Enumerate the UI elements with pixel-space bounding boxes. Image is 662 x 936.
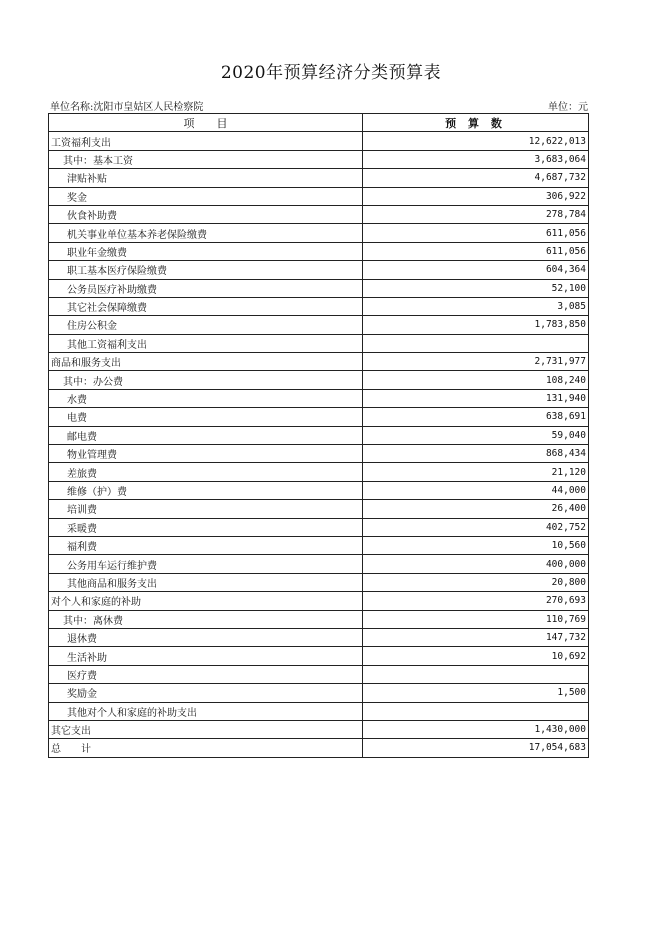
table-row (49, 169, 589, 187)
table-row (49, 739, 589, 757)
row-label: 其他工资福利支出 (49, 334, 363, 352)
row-value: 270,693 (363, 592, 589, 610)
table-row (49, 187, 589, 205)
table-row (49, 261, 589, 279)
table-row (49, 426, 589, 444)
row-value: 10,692 (363, 647, 589, 665)
budget-table (48, 113, 589, 758)
table-row (49, 205, 589, 223)
row-label: 其他商品和服务支出 (49, 573, 363, 591)
row-value: 131,940 (363, 389, 589, 407)
row-value: 10,560 (363, 536, 589, 554)
table-row (49, 610, 589, 628)
row-value: 306,922 (363, 187, 589, 205)
table-row (49, 500, 589, 518)
row-label: 物业管理费 (49, 445, 363, 463)
row-label: 公务用车运行维护费 (49, 555, 363, 573)
table-row (49, 334, 589, 352)
table-row (49, 316, 589, 334)
row-value: 402,752 (363, 518, 589, 536)
row-label: 津贴补贴 (49, 169, 363, 187)
table-row (49, 573, 589, 591)
row-label: 邮电费 (49, 426, 363, 444)
row-value: 2,731,977 (363, 353, 589, 371)
row-value (363, 334, 589, 352)
table-row (49, 665, 589, 683)
table-row (49, 224, 589, 242)
row-value: 147,732 (363, 628, 589, 646)
row-label: 住房公积金 (49, 316, 363, 334)
currency-unit-label: 单位：元 (548, 102, 588, 113)
table-row (49, 647, 589, 665)
row-value: 59,040 (363, 426, 589, 444)
row-label: 电费 (49, 408, 363, 426)
row-label: 其中：办公费 (49, 371, 363, 389)
row-label: 维修（护）费 (49, 481, 363, 499)
row-label: 总 计 (49, 739, 363, 757)
row-label: 差旅费 (49, 463, 363, 481)
row-value: 12,622,013 (363, 132, 589, 150)
table-row (49, 150, 589, 168)
row-value: 21,120 (363, 463, 589, 481)
table-row (49, 408, 589, 426)
row-value: 26,400 (363, 500, 589, 518)
page-title: 2020年预算经济分类预算表 (220, 63, 442, 83)
unit-line (50, 98, 588, 112)
header-value: 预 算 数 (363, 114, 589, 132)
table-row (49, 279, 589, 297)
row-value: 108,240 (363, 371, 589, 389)
table-row (49, 720, 589, 738)
row-value: 20,800 (363, 573, 589, 591)
table-row (49, 518, 589, 536)
table-row (49, 132, 589, 150)
row-value: 1,500 (363, 684, 589, 702)
row-label: 对个人和家庭的补助 (49, 592, 363, 610)
table-row (49, 555, 589, 573)
row-label: 职业年金缴费 (49, 242, 363, 260)
row-value: 52,100 (363, 279, 589, 297)
table-row (49, 353, 589, 371)
table-row (49, 242, 589, 260)
row-label: 商品和服务支出 (49, 353, 363, 371)
row-label: 其中：基本工资 (49, 150, 363, 168)
row-label: 公务员医疗补助缴费 (49, 279, 363, 297)
row-label: 工资福利支出 (49, 132, 363, 150)
table-row (49, 628, 589, 646)
row-value: 1,430,000 (363, 720, 589, 738)
row-value: 110,769 (363, 610, 589, 628)
row-label: 机关事业单位基本养老保险缴费 (49, 224, 363, 242)
row-value: 3,085 (363, 297, 589, 315)
row-label: 采暖费 (49, 518, 363, 536)
row-value: 3,683,064 (363, 150, 589, 168)
row-label: 培训费 (49, 500, 363, 518)
row-label: 其它社会保障缴费 (49, 297, 363, 315)
row-value: 638,691 (363, 408, 589, 426)
row-value (363, 702, 589, 720)
table-row (49, 481, 589, 499)
row-label: 伙食补助费 (49, 205, 363, 223)
row-label: 奖金 (49, 187, 363, 205)
row-value: 868,434 (363, 445, 589, 463)
row-label: 奖励金 (49, 684, 363, 702)
row-label: 其它支出 (49, 720, 363, 738)
row-label: 福利费 (49, 536, 363, 554)
row-value: 4,687,732 (363, 169, 589, 187)
table-body (49, 132, 589, 757)
row-value: 611,056 (363, 242, 589, 260)
row-value: 17,054,683 (363, 739, 589, 757)
row-value: 604,364 (363, 261, 589, 279)
row-label: 医疗费 (49, 665, 363, 683)
header-item: 项 目 (49, 114, 363, 132)
row-value: 611,056 (363, 224, 589, 242)
row-label: 水费 (49, 389, 363, 407)
unit-name-label: 单位名称:沈阳市皇姑区人民检察院 (50, 102, 204, 113)
row-label: 生活补助 (49, 647, 363, 665)
table-row (49, 684, 589, 702)
row-value (363, 665, 589, 683)
row-value: 400,000 (363, 555, 589, 573)
row-value: 1,783,850 (363, 316, 589, 334)
table-row (49, 536, 589, 554)
row-label: 退休费 (49, 628, 363, 646)
table-row (49, 389, 589, 407)
row-value: 278,784 (363, 205, 589, 223)
table-row (49, 445, 589, 463)
table-header-row (49, 114, 589, 132)
row-label: 其他对个人和家庭的补助支出 (49, 702, 363, 720)
table-row (49, 463, 589, 481)
row-label: 职工基本医疗保险缴费 (49, 261, 363, 279)
table-row (49, 297, 589, 315)
table-row (49, 371, 589, 389)
table-row (49, 702, 589, 720)
row-label: 其中：离休费 (49, 610, 363, 628)
table-row (49, 592, 589, 610)
row-value: 44,000 (363, 481, 589, 499)
